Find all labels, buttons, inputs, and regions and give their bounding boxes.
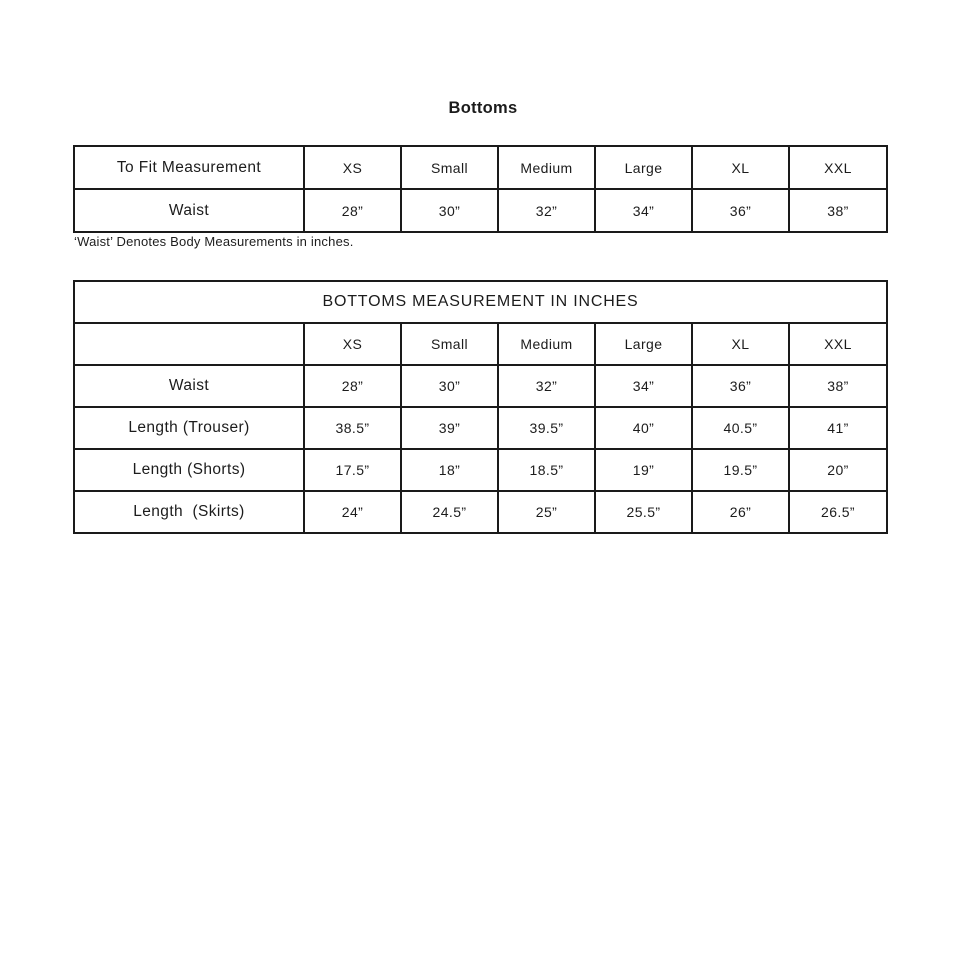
table-cell: 26” — [692, 491, 789, 533]
page-title: Bottoms — [448, 99, 518, 117]
fit-table-header-row — [74, 146, 887, 189]
table-cell: 19.5” — [692, 449, 789, 491]
table-cell: 32” — [498, 365, 595, 407]
table-cell: 34” — [595, 189, 692, 232]
bottoms-table-waist-row — [74, 365, 887, 407]
column-header-to-fit-measurement: To Fit Measurement — [74, 146, 304, 189]
column-header-medium: Medium — [498, 323, 595, 365]
column-header-large: Large — [595, 146, 692, 189]
bottoms-table-header-row — [74, 323, 887, 365]
table-cell: 38” — [789, 189, 887, 232]
bottoms-measurement-table — [73, 280, 888, 534]
table-cell: 30” — [401, 189, 498, 232]
table-cell: 19” — [595, 449, 692, 491]
table-cell: 39.5” — [498, 407, 595, 449]
table-cell: 28” — [304, 365, 401, 407]
row-label-waist: Waist — [74, 189, 304, 232]
column-header-xs: XS — [304, 146, 401, 189]
table-cell: 17.5” — [304, 449, 401, 491]
bottoms-table-trouser-row — [74, 407, 887, 449]
fit-table-waist-row — [74, 189, 887, 232]
waist-footnote: ‘Waist’ Denotes Body Measurements in inches. — [74, 234, 354, 249]
table-cell: 36” — [692, 365, 789, 407]
row-label-length-skirts: Length (Skirts) — [74, 491, 304, 533]
table-cell: 40.5” — [692, 407, 789, 449]
column-header-xxl: XXL — [789, 323, 887, 365]
table-cell: 32” — [498, 189, 595, 232]
table-cell: 30” — [401, 365, 498, 407]
table-cell: 24” — [304, 491, 401, 533]
table-cell: 18.5” — [498, 449, 595, 491]
table-cell: 41” — [789, 407, 887, 449]
bottoms-table-shorts-row — [74, 449, 887, 491]
table-cell: 20” — [789, 449, 887, 491]
fit-measurement-table — [73, 145, 888, 233]
table-cell: 28” — [304, 189, 401, 232]
table-cell: 25” — [498, 491, 595, 533]
table-cell: 26.5” — [789, 491, 887, 533]
row-label-waist: Waist — [74, 365, 304, 407]
column-header-large: Large — [595, 323, 692, 365]
bottoms-table-title: BOTTOMS MEASUREMENT IN INCHES — [74, 281, 887, 323]
bottoms-table-title-row — [74, 281, 887, 323]
column-header-xs: XS — [304, 323, 401, 365]
column-header-xxl: XXL — [789, 146, 887, 189]
table-cell: 34” — [595, 365, 692, 407]
column-header-xl: XL — [692, 323, 789, 365]
table-cell: 39” — [401, 407, 498, 449]
row-label-length-trouser: Length (Trouser) — [74, 407, 304, 449]
column-header-medium: Medium — [498, 146, 595, 189]
table-cell: 38” — [789, 365, 887, 407]
column-header-xl: XL — [692, 146, 789, 189]
table-cell: 25.5” — [595, 491, 692, 533]
table-cell: 24.5” — [401, 491, 498, 533]
table-cell: 36” — [692, 189, 789, 232]
table-cell: 40” — [595, 407, 692, 449]
column-header-small: Small — [401, 323, 498, 365]
table-cell: 38.5” — [304, 407, 401, 449]
bottoms-table-skirts-row — [74, 491, 887, 533]
column-header-blank — [74, 323, 304, 365]
row-label-length-shorts: Length (Shorts) — [74, 449, 304, 491]
column-header-small: Small — [401, 146, 498, 189]
table-cell: 18” — [401, 449, 498, 491]
